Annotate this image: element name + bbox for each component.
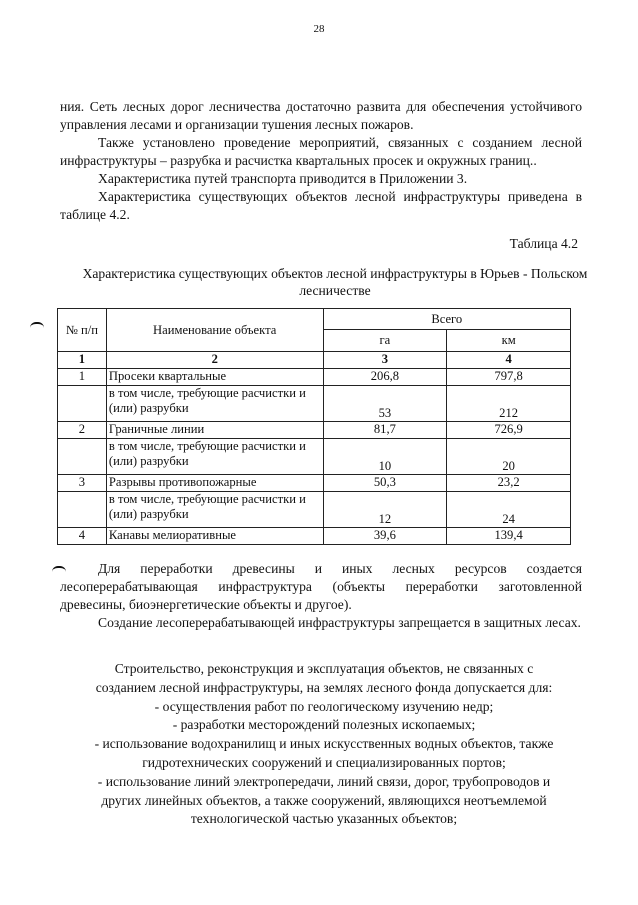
paragraph-table-reference: Характеристика существующих объектов лесной инфраструктуры приведена в таблице 4.2. [60,189,582,222]
row-ha: 81,7 [323,422,447,439]
row-num: 3 [58,475,107,492]
row-num [58,492,107,528]
row-name: Канавы мелиоративные [106,528,323,545]
paragraph-transport: Характеристика путей транспорта приводится в Приложении 3. [98,171,468,186]
row-km: 726,9 [447,422,571,439]
construction-line: созданием лесной инфраструктуры, на землях лесного фонда допускается для: [95,679,553,695]
row-ha: 39,6 [323,528,447,545]
paragraph-continuation: ния. Сеть лесных дорог лесничества достаточно развита для обеспечения устойчивого управления лесами и организации тушения лесных пожаров. [60,99,582,132]
row-km: 20 [447,439,571,475]
header-name: Наименование объекта [106,309,323,352]
construction-line: - использование линий электропередачи, линий связи, дорог, трубопроводов и [97,773,551,789]
index-cell: 3 [323,352,447,369]
row-num [58,386,107,422]
header-total: Всего [323,309,570,330]
row-name: Просеки квартальные [106,369,323,386]
table-row [58,369,571,386]
row-km: 23,2 [447,475,571,492]
row-num: 2 [58,422,107,439]
row-ha: 206,8 [323,369,447,386]
index-cell: 2 [106,352,323,369]
table-label: Таблица 4.2 [509,236,578,251]
row-name: в том числе, требующие расчистки и (или) разрубки [106,386,323,422]
construction-line: других линейных объектов, а также сооружений, являющихся неотъемлемой [101,792,547,808]
table-row [58,439,571,475]
construction-line: технологической частью указанных объектов; [190,811,458,827]
row-num: 1 [58,369,107,386]
row-ha: 50,3 [323,475,447,492]
row-km: 797,8 [447,369,571,386]
header-num: № п/п [58,309,107,352]
scan-mark [30,322,44,328]
row-name: в том числе, требующие расчистки и (или) разрубки [106,439,323,475]
row-ha: 10 [323,439,447,475]
page-number: 28 [313,23,325,35]
row-num: 4 [58,528,107,545]
row-ha: 53 [323,386,447,422]
table-row [58,422,571,439]
row-name: в том числе, требующие расчистки и (или) разрубки [106,492,323,528]
row-km: 24 [447,492,571,528]
row-name: Граничные линии [106,422,323,439]
construction-line: гидротехнических сооружений и специализированных портов; [142,754,506,770]
construction-line: Строительство, реконструкция и эксплуатация объектов, не связанных с [114,661,534,676]
row-ha: 12 [323,492,447,528]
index-cell: 4 [447,352,571,369]
table-index-row [58,352,571,369]
paragraph-infrastructure-measures: Также установлено проведение мероприятий, связанных с созданием лесной инфраструктуры – разрубка и расчистка квартальных просек и окружных границ.. [60,135,582,168]
table-row [58,386,571,422]
table-header-row [58,309,571,330]
row-km: 139,4 [447,528,571,545]
paragraph-processing-infrastructure: Для переработки древесины и иных лесных ресурсов создается лесоперерабатывающая инфраструктура (объекты переработки заготовленной древесины, биоэнергетические объекты и другое). [60,561,582,612]
table-row [58,492,571,528]
index-cell: 1 [58,352,107,369]
row-num [58,439,107,475]
row-km: 212 [447,386,571,422]
table-title: Характеристика существующих объектов лесной инфраструктуры в Юрьев - Польском лесничестве [82,266,588,298]
header-km: км [447,330,571,352]
table-row [58,528,571,545]
construction-line: - использование водохранилищ и иных искусственных водных объектов, также [94,736,554,752]
paragraph-protective-forests: Создание лесоперерабатывающей инфраструктуры запрещается в защитных лесах. [98,615,581,630]
row-name: Разрывы противопожарные [106,475,323,492]
table-row [58,475,571,492]
header-ha: га [323,330,447,352]
construction-block [60,660,588,829]
construction-line: - разработки месторождений полезных ископаемых; [172,717,476,733]
infrastructure-table [57,308,571,545]
construction-line: - осуществления работ по геологическому изучению недр; [154,698,494,714]
